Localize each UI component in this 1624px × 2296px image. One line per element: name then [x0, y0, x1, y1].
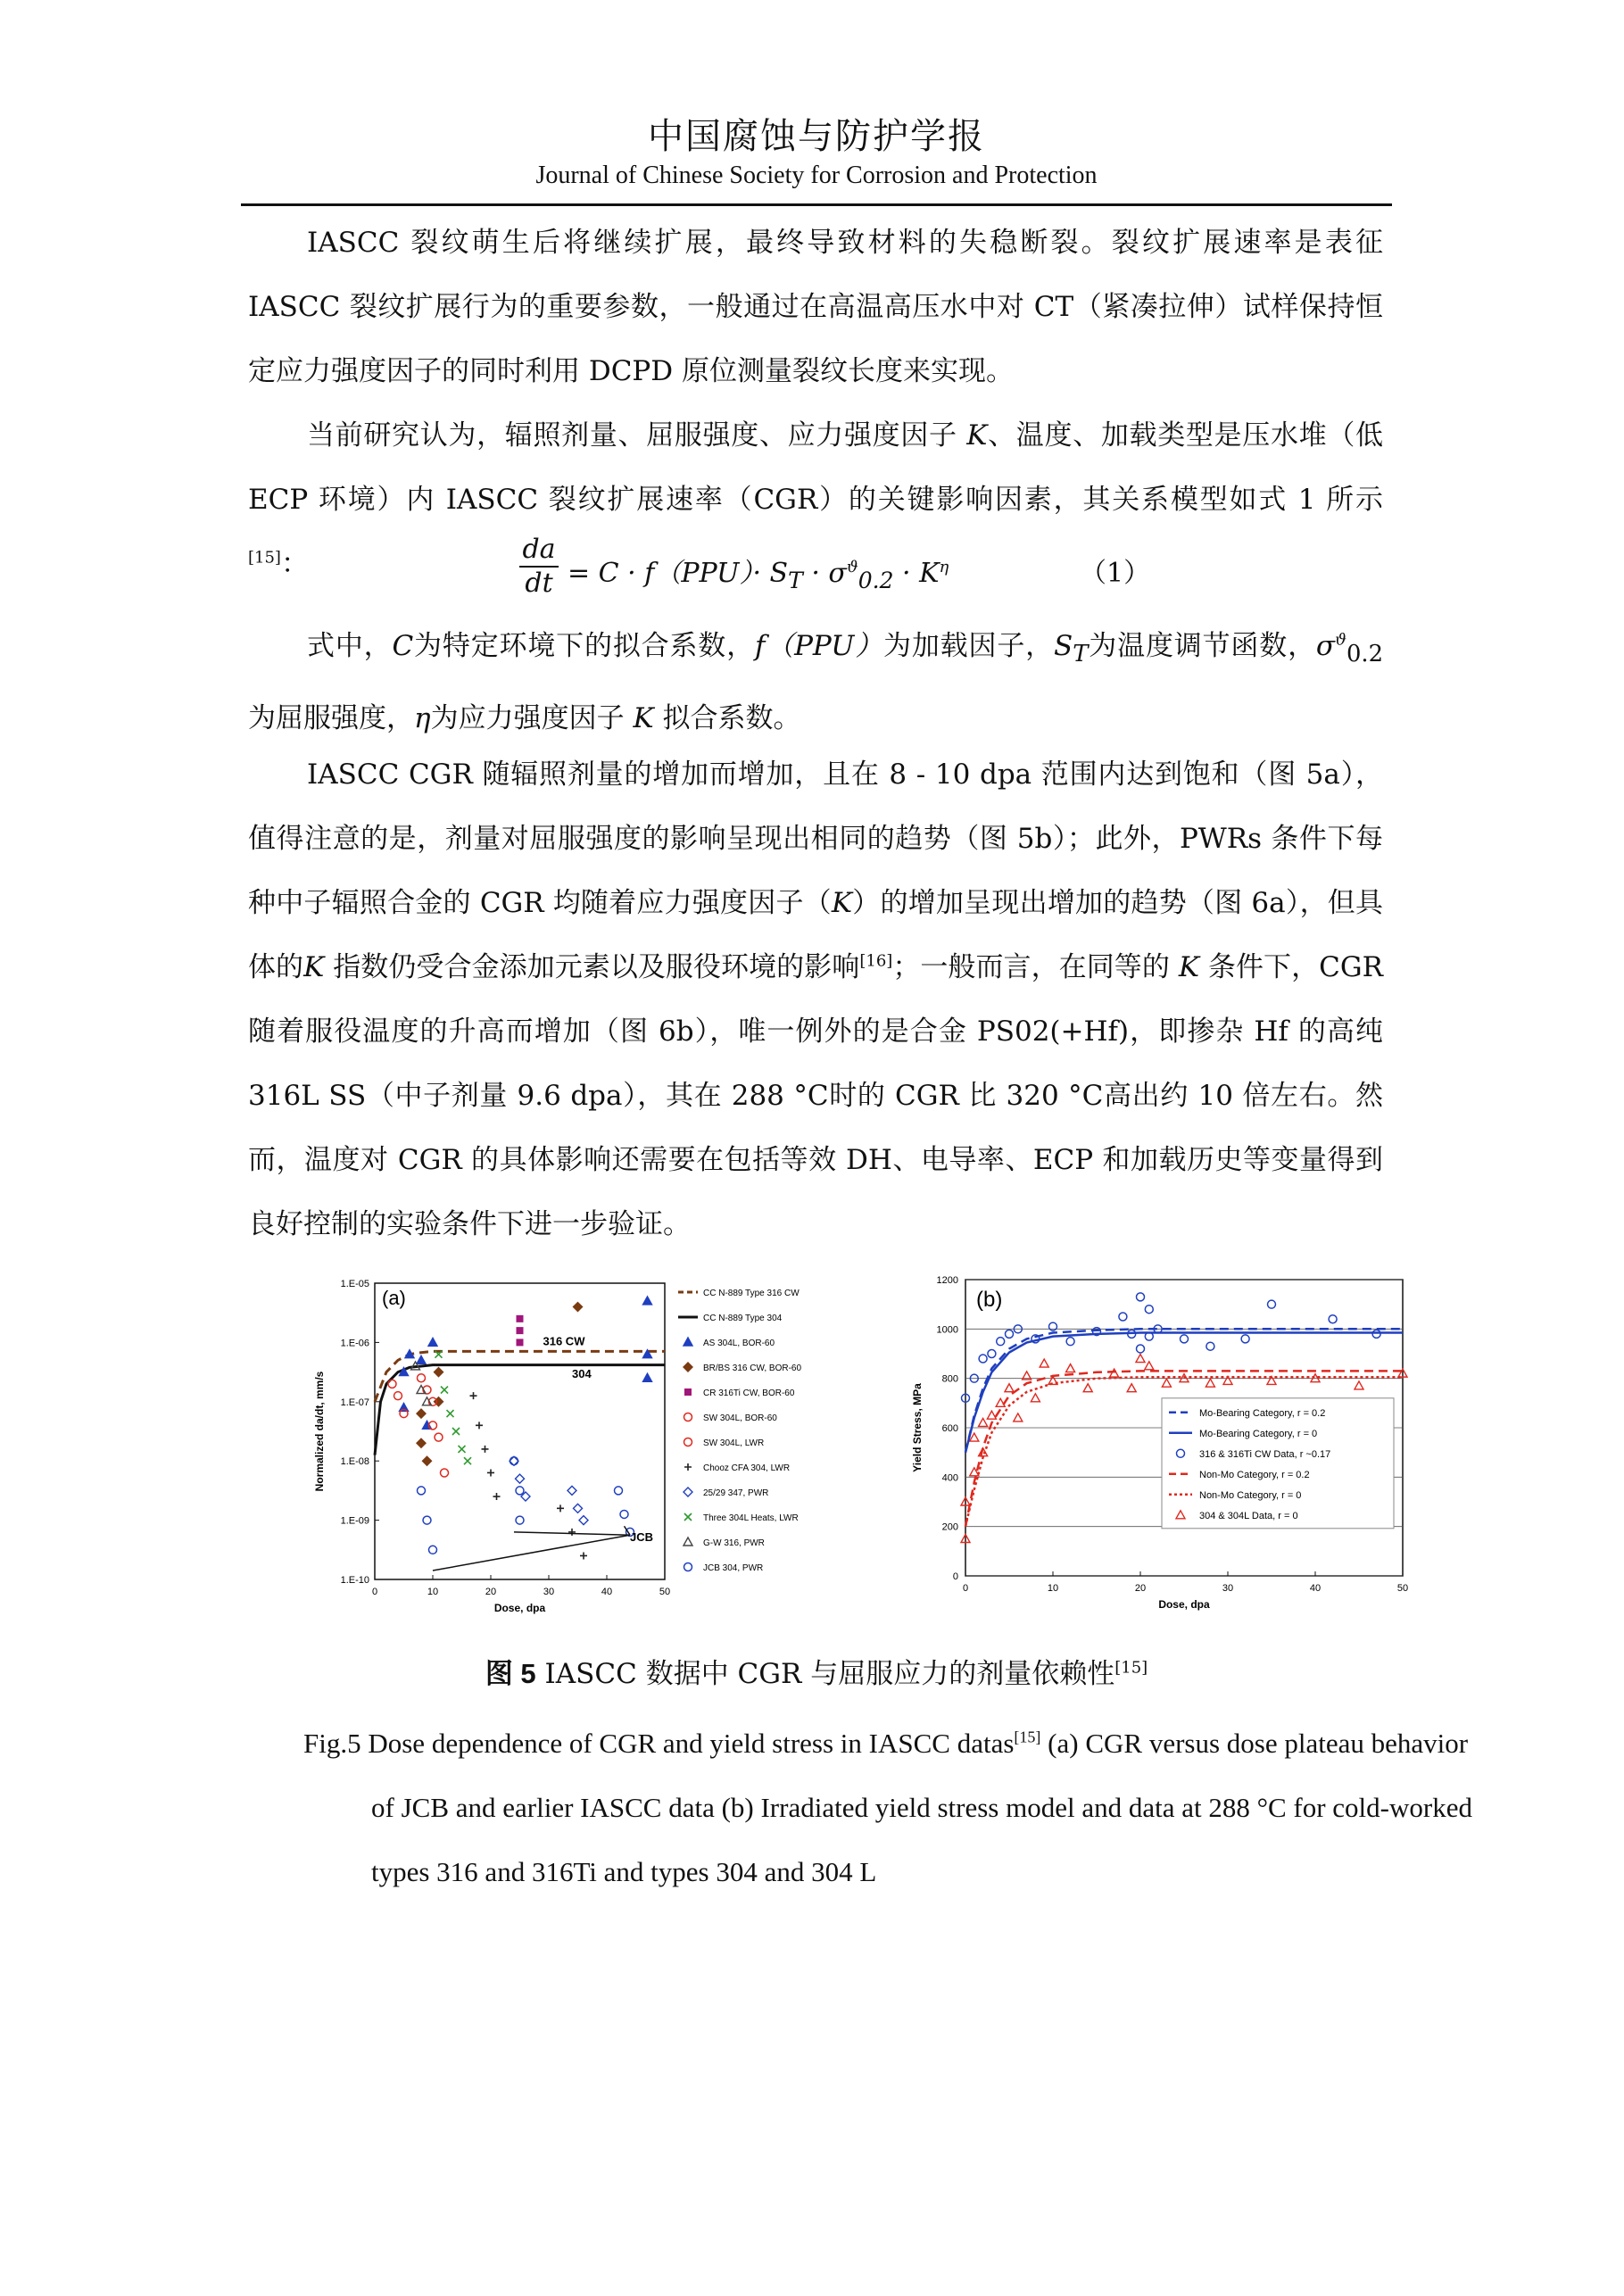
- legend-label-mo-bearing-category-r-0: Mo-Bearing Category, r = 0: [1199, 1428, 1318, 1439]
- derivative-fraction: da dt: [519, 535, 559, 598]
- point-cr-316ti-cw-bor-60: [517, 1327, 524, 1334]
- paragraph-3: 式中，C为特定环境下的拟合系数，f（PPU）为加载因子，$S_T$为温度调节函数，$\sigma^ϑ_{0.2}$为屈服强度，η为应力强度因子 K 拟合系数。: [248, 630, 1384, 735]
- legend-swatch-sw-304l-lwr: [684, 1438, 692, 1446]
- y-tick-label-b: 1200: [936, 1275, 958, 1286]
- legend-label-304-304l-data-r-0: 304 & 304L Data, r = 0: [1199, 1510, 1298, 1521]
- figure-5: [303, 1267, 1428, 1642]
- y-tick-label-a: 1.E-06: [340, 1338, 369, 1349]
- legend-swatch-sw-304l-bor-60: [684, 1413, 692, 1422]
- page-header: [241, 114, 1392, 193]
- y-tick-label-a: 1.E-05: [340, 1279, 369, 1289]
- y-tick-label-b: 0: [952, 1571, 958, 1582]
- legend-label-cr-316ti-cw-bor-60: CR 316Ti CW, BOR-60: [703, 1388, 795, 1398]
- paragraph-1: IASCC 裂纹萌生后将继续扩展，最终导致材料的失稳断裂。裂纹扩展速率是表征 IASCC 裂纹扩展行为的重要参数，一般通过在高温高压水中对 CT（紧凑拉伸）试样保持恒定应力强度因子的同时利用 DCPD 原位测量裂纹长度来实现。: [248, 227, 1383, 387]
- y-tick-label-b: 200: [941, 1521, 958, 1533]
- legend-swatch-g-w-316-pwr: [684, 1538, 692, 1546]
- x-tick-label-a: 0: [371, 1587, 378, 1597]
- legend-label-jcb-304-pwr: JCB 304, PWR: [703, 1563, 764, 1573]
- paragraph-2: 当前研究认为，辐照剂量、屈服强度、应力强度因子 K、温度、加载类型是压水堆（低 ECP 环境）内 IASCC 裂纹扩展速率（CGR）的关键影响因素，其关系模型如式 1 所示[15]：: [248, 419, 1384, 580]
- y-tick-label-a: 1.E-10: [340, 1575, 369, 1586]
- point-cr-316ti-cw-bor-60: [517, 1339, 524, 1346]
- x-tick-label-b: 40: [1309, 1583, 1322, 1594]
- equation-number: （1）: [1080, 558, 1151, 589]
- equation-1: [500, 535, 1392, 598]
- x-axis-label-b: Dose, dpa: [1158, 1598, 1210, 1611]
- x-tick-label-a: 40: [601, 1587, 613, 1597]
- x-axis-label-a: Dose, dpa: [493, 1602, 546, 1614]
- legend-swatch-cr-316ti-cw-bor-60: [684, 1388, 692, 1396]
- y-axis-label-a: Normalized da/dt, mm/s: [313, 1371, 326, 1492]
- journal-title-en: Journal of Chinese Society for Corrosion and Protection: [535, 162, 1098, 189]
- y-tick-label-a: 1.E-08: [340, 1456, 369, 1468]
- y-axis-label-b: Yield Stress, MPa: [911, 1383, 924, 1472]
- paragraph-4: IASCC CGR 随辐照剂量的增加而增加，且在 8 - 10 dpa 范围内达到饱和（图 5a），值得注意的是，剂量对屈服强度的影响呈现出相同的趋势（图 5b）；此外，PWRs 条件下每种中子辐照合金的 CGR 均随着应力强度因子（K）的增加呈现出增加的趋势（图 6a），但具体的K 指数仍受合金添加元素以及服役环境的影响[16]；一般而言，在同等的 K 条件下，CGR 随着服役温度的升高而增加（图 6b），唯一例外的是合金 PS02(+Hf)，即掺杂 Hf 的高纯 316L SS（中子剂量 9.6 dpa），其在 288 °C时的 CGR 比 320 °C高出约 10 倍左右。然而，温度对 CGR 的具体影响还需要在包括等效 DH、电导率、ECP 和加载历史等变量得到良好控制的实验条件下进一步验证。: [248, 758, 1384, 1240]
- legend-label-cc-n-889-type-304: CC N-889 Type 304: [703, 1314, 783, 1323]
- legend-label-cc-n-889-type-316-cw: CC N-889 Type 316 CW: [703, 1289, 800, 1298]
- y-tick-label-b: 400: [941, 1472, 958, 1484]
- chart-panel-a: [313, 1279, 801, 1614]
- legend-label-25-29-347-pwr: 25/29 347, PWR: [703, 1488, 769, 1498]
- journal-title-cn: 中国腐蚀与防护学报: [648, 116, 985, 157]
- y-tick-label-a: 1.E-09: [340, 1515, 369, 1527]
- legend-swatch-25-29-347-pwr: [684, 1488, 692, 1496]
- legend-label-as-304l-bor-60: AS 304L, BOR-60: [703, 1339, 775, 1348]
- x-tick-label-a: 20: [485, 1587, 497, 1597]
- x-tick-label-a: 10: [427, 1587, 439, 1597]
- point-cr-316ti-cw-bor-60: [517, 1315, 524, 1322]
- legend-label-316-316ti-cw-data-r-0-17: 316 & 316Ti CW Data, r ~0.17: [1199, 1448, 1331, 1460]
- legend-label-br-bs-316-cw-bor-60: BR/BS 316 CW, BOR-60: [703, 1364, 802, 1373]
- legend-label-three-304l-heats-lwr: Three 304L Heats, LWR: [703, 1513, 799, 1523]
- legend-swatch-br-bs-316-cw-bor-60: [684, 1363, 692, 1372]
- legend-swatch-chooz-cfa-304-lwr: [684, 1463, 692, 1471]
- panel-label-b: (b): [976, 1288, 1003, 1312]
- chart-panel-b: [911, 1275, 1408, 1611]
- y-tick-label-b: 600: [941, 1423, 958, 1434]
- legend-label-sw-304l-lwr: SW 304L, LWR: [703, 1438, 765, 1448]
- legend-swatch-as-304l-bor-60: [684, 1338, 692, 1346]
- annotation-316cw: 316 CW: [543, 1334, 585, 1348]
- panel-label-a: (a): [382, 1287, 406, 1309]
- x-tick-label-b: 20: [1134, 1583, 1147, 1594]
- legend-swatch-three-304l-heats-lwr: [684, 1513, 692, 1521]
- citation-15: [15]: [248, 548, 281, 568]
- x-tick-label-a: 30: [543, 1587, 555, 1597]
- citation-16: [16]: [859, 951, 893, 971]
- x-tick-label-b: 50: [1396, 1583, 1409, 1594]
- equation-body: = $C \cdot f(PPU)\cdot S_T \cdot \sigma^ϑ_{0.2} \cdot K^\eta$: [568, 558, 949, 593]
- figure-caption-en: Fig.5 Dose dependence of CGR and yield stress in IASCC datas[15] (a) CGR versus dose plateau behavior of JCB and earlier IASCC data (b) Irradiated yield stress model and data at 288 °C for cold-worked types 316 and 316Ti and types 304 and 304 L: [303, 1728, 1472, 1887]
- annotation-304: 304: [572, 1367, 592, 1381]
- legend-swatch-jcb-304-pwr: [684, 1563, 692, 1571]
- x-tick-label-b: 30: [1222, 1583, 1234, 1594]
- y-tick-label-a: 1.E-07: [340, 1397, 369, 1408]
- legend-label-non-mo-category-r-0: Non-Mo Category, r = 0: [1199, 1489, 1302, 1501]
- x-tick-label-b: 0: [962, 1583, 969, 1594]
- y-tick-label-b: 1000: [936, 1324, 958, 1336]
- legend-label-g-w-316-pwr: G-W 316, PWR: [703, 1538, 765, 1548]
- legend-label-mo-bearing-category-r-0-2: Mo-Bearing Category, r = 0.2: [1199, 1407, 1326, 1419]
- y-tick-label-b: 800: [941, 1373, 958, 1385]
- legend-label-sw-304l-bor-60: SW 304L, BOR-60: [703, 1413, 777, 1423]
- x-tick-label-b: 10: [1047, 1583, 1059, 1594]
- header-divider: [241, 203, 1392, 206]
- figure-caption-cn: 图 5 IASCC 数据中 CGR 与屈服应力的剂量依赖性[15]: [485, 1658, 1148, 1690]
- legend-label-non-mo-category-r-0-2: Non-Mo Category, r = 0.2: [1199, 1469, 1310, 1480]
- legend-label-chooz-cfa-304-lwr: Chooz CFA 304, LWR: [703, 1463, 791, 1473]
- x-tick-label-a: 50: [659, 1587, 671, 1597]
- annotation-jcb: JCB: [630, 1529, 654, 1544]
